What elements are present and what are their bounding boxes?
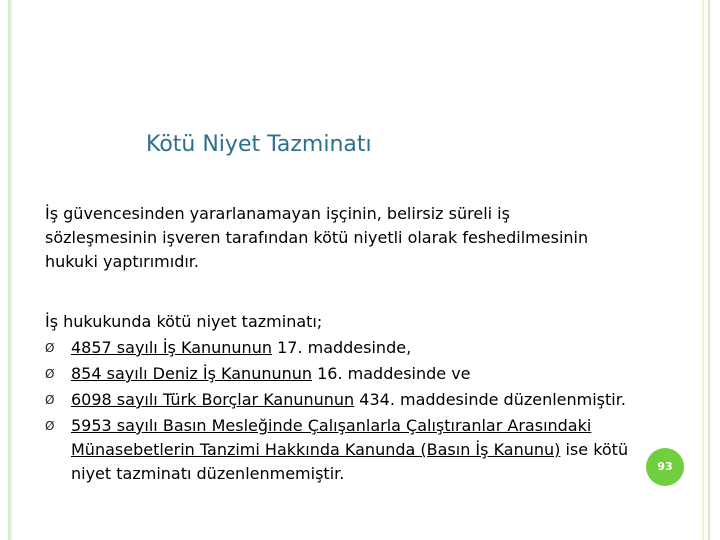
law-name: 6098 sayılı Türk Borçlar Kanununun (71, 390, 355, 409)
law-list (45, 336, 645, 488)
arrow-bullet-icon: Ø (45, 367, 55, 381)
list-item (45, 362, 645, 386)
arrow-bullet-icon: Ø (45, 341, 55, 355)
page-number-badge: 93 (646, 448, 684, 486)
list-intro: İş hukukunda kötü niyet tazminatı; (45, 312, 323, 331)
list-item (45, 336, 645, 360)
frame-inner-line-right (702, 0, 704, 540)
law-name: 854 sayılı Deniz İş Kanununun (71, 364, 313, 383)
law-detail: 17. maddesinde, (271, 338, 412, 357)
frame-inner-line-left (10, 0, 12, 540)
law-name: 5953 sayılı Basın Mesleğinde Çalışanlarla Çalıştıranlar Arasındaki Münasebetlerin Tanzimi Hakkında Kanunda (Basın İş Kanunu) (71, 416, 592, 459)
definition-paragraph: İş güvencesinden yararlanamayan işçinin, belirsiz süreli iş sözleşmesinin işveren tarafından kötü niyetli olarak feshedilmesinin hukuki yaptırımıdır. (45, 204, 589, 271)
list-item (45, 414, 645, 486)
law-detail: 434. maddesinde düzenlenmiştir. (354, 390, 626, 409)
slide-title: Kötü Niyet Tazminatı (146, 132, 372, 157)
list-item (45, 388, 645, 412)
law-name: 4857 sayılı İş Kanununun (71, 338, 272, 357)
law-detail: ise kötü niyet tazminatı düzenlenmemiştir. (71, 440, 629, 483)
arrow-bullet-icon: Ø (45, 393, 55, 407)
law-detail: 16. maddesinde ve (312, 364, 471, 383)
arrow-bullet-icon: Ø (45, 419, 55, 433)
